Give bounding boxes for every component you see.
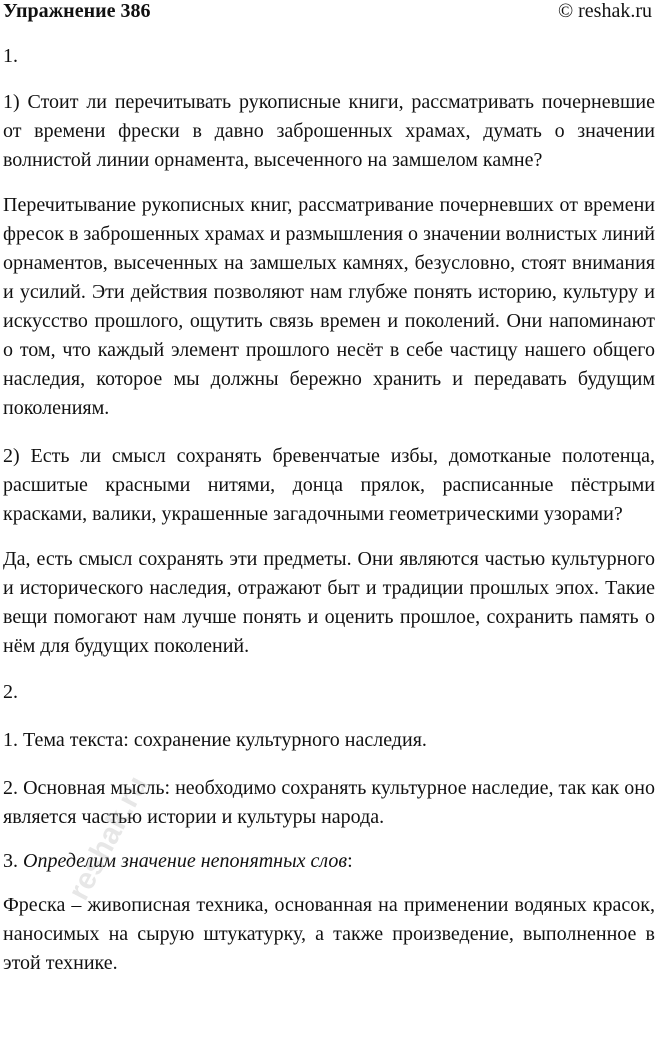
unknown-words-italic: Определим значение непонятных слов [23,850,348,872]
watermark: reshak.ru [62,770,155,906]
text-theme: 1. Тема текста: сохранение культурного наследия. [3,729,427,751]
question-2: 2) Есть ли смысл сохранять бревенчатые избы, домотканые полотенца, расшитые красными нитями, донца прялок, расписанные пёстрыми красками, валики, украшенные загадочными геометрическими узорами? [3,445,655,525]
page-header [3,0,652,24]
answer-2: Да, есть смысл сохранять эти предметы. Они являются частью культурного и исторического наследия, отражают быт и традиции прошлых эпох. Такие вещи помогают нам лучше понять и оценить прошлое, сохранить память о нём для будущих поколений. [3,548,655,657]
section-2-number: 2. [3,681,18,703]
unknown-words-heading [3,847,655,876]
fresco-definition: Фреска – живописная техника, основанная на применении водяных красок, наносимых на сырую штукатурку, а также произведение, выполненное в этой технике. [3,894,655,974]
copyright-label: © reshak.ru [557,0,652,22]
exercise-title: Упражнение 386 [3,0,151,22]
answer-1: Перечитывание рукописных книг, рассматривание почерневших от времени фресок в заброшенных храмах и размышления о значении волнистых линий орнаментов, высеченных на замшелых камнях, безусловно, стоят внимания и усилий. Эти действия позволяют нам глубже понять историю, культуру и искусство прошлого, ощутить связь времен и поколений. Они напоминают о том, что каждый элемент прошлого несёт в себе частицу нашего общего наследия, которое мы должны бережно хранить и передавать будущим поколениям. [3,194,655,419]
section-1-number: 1. [3,45,18,67]
unknown-words-suffix: : [347,850,353,872]
unknown-words-prefix: 3. [3,850,23,872]
question-1: 1) Стоит ли перечитывать рукописные книги, рассматривать почерневшие от времени фрески в давно заброшенных храмах, думать о значении волнистой линии орнамента, высеченного на замшелом камне? [3,91,655,171]
main-idea: 2. Основная мысль: необходимо сохранять культурное наследие, так как оно является частью истории и культуры народа. [3,777,655,828]
exercise-content [3,42,655,978]
